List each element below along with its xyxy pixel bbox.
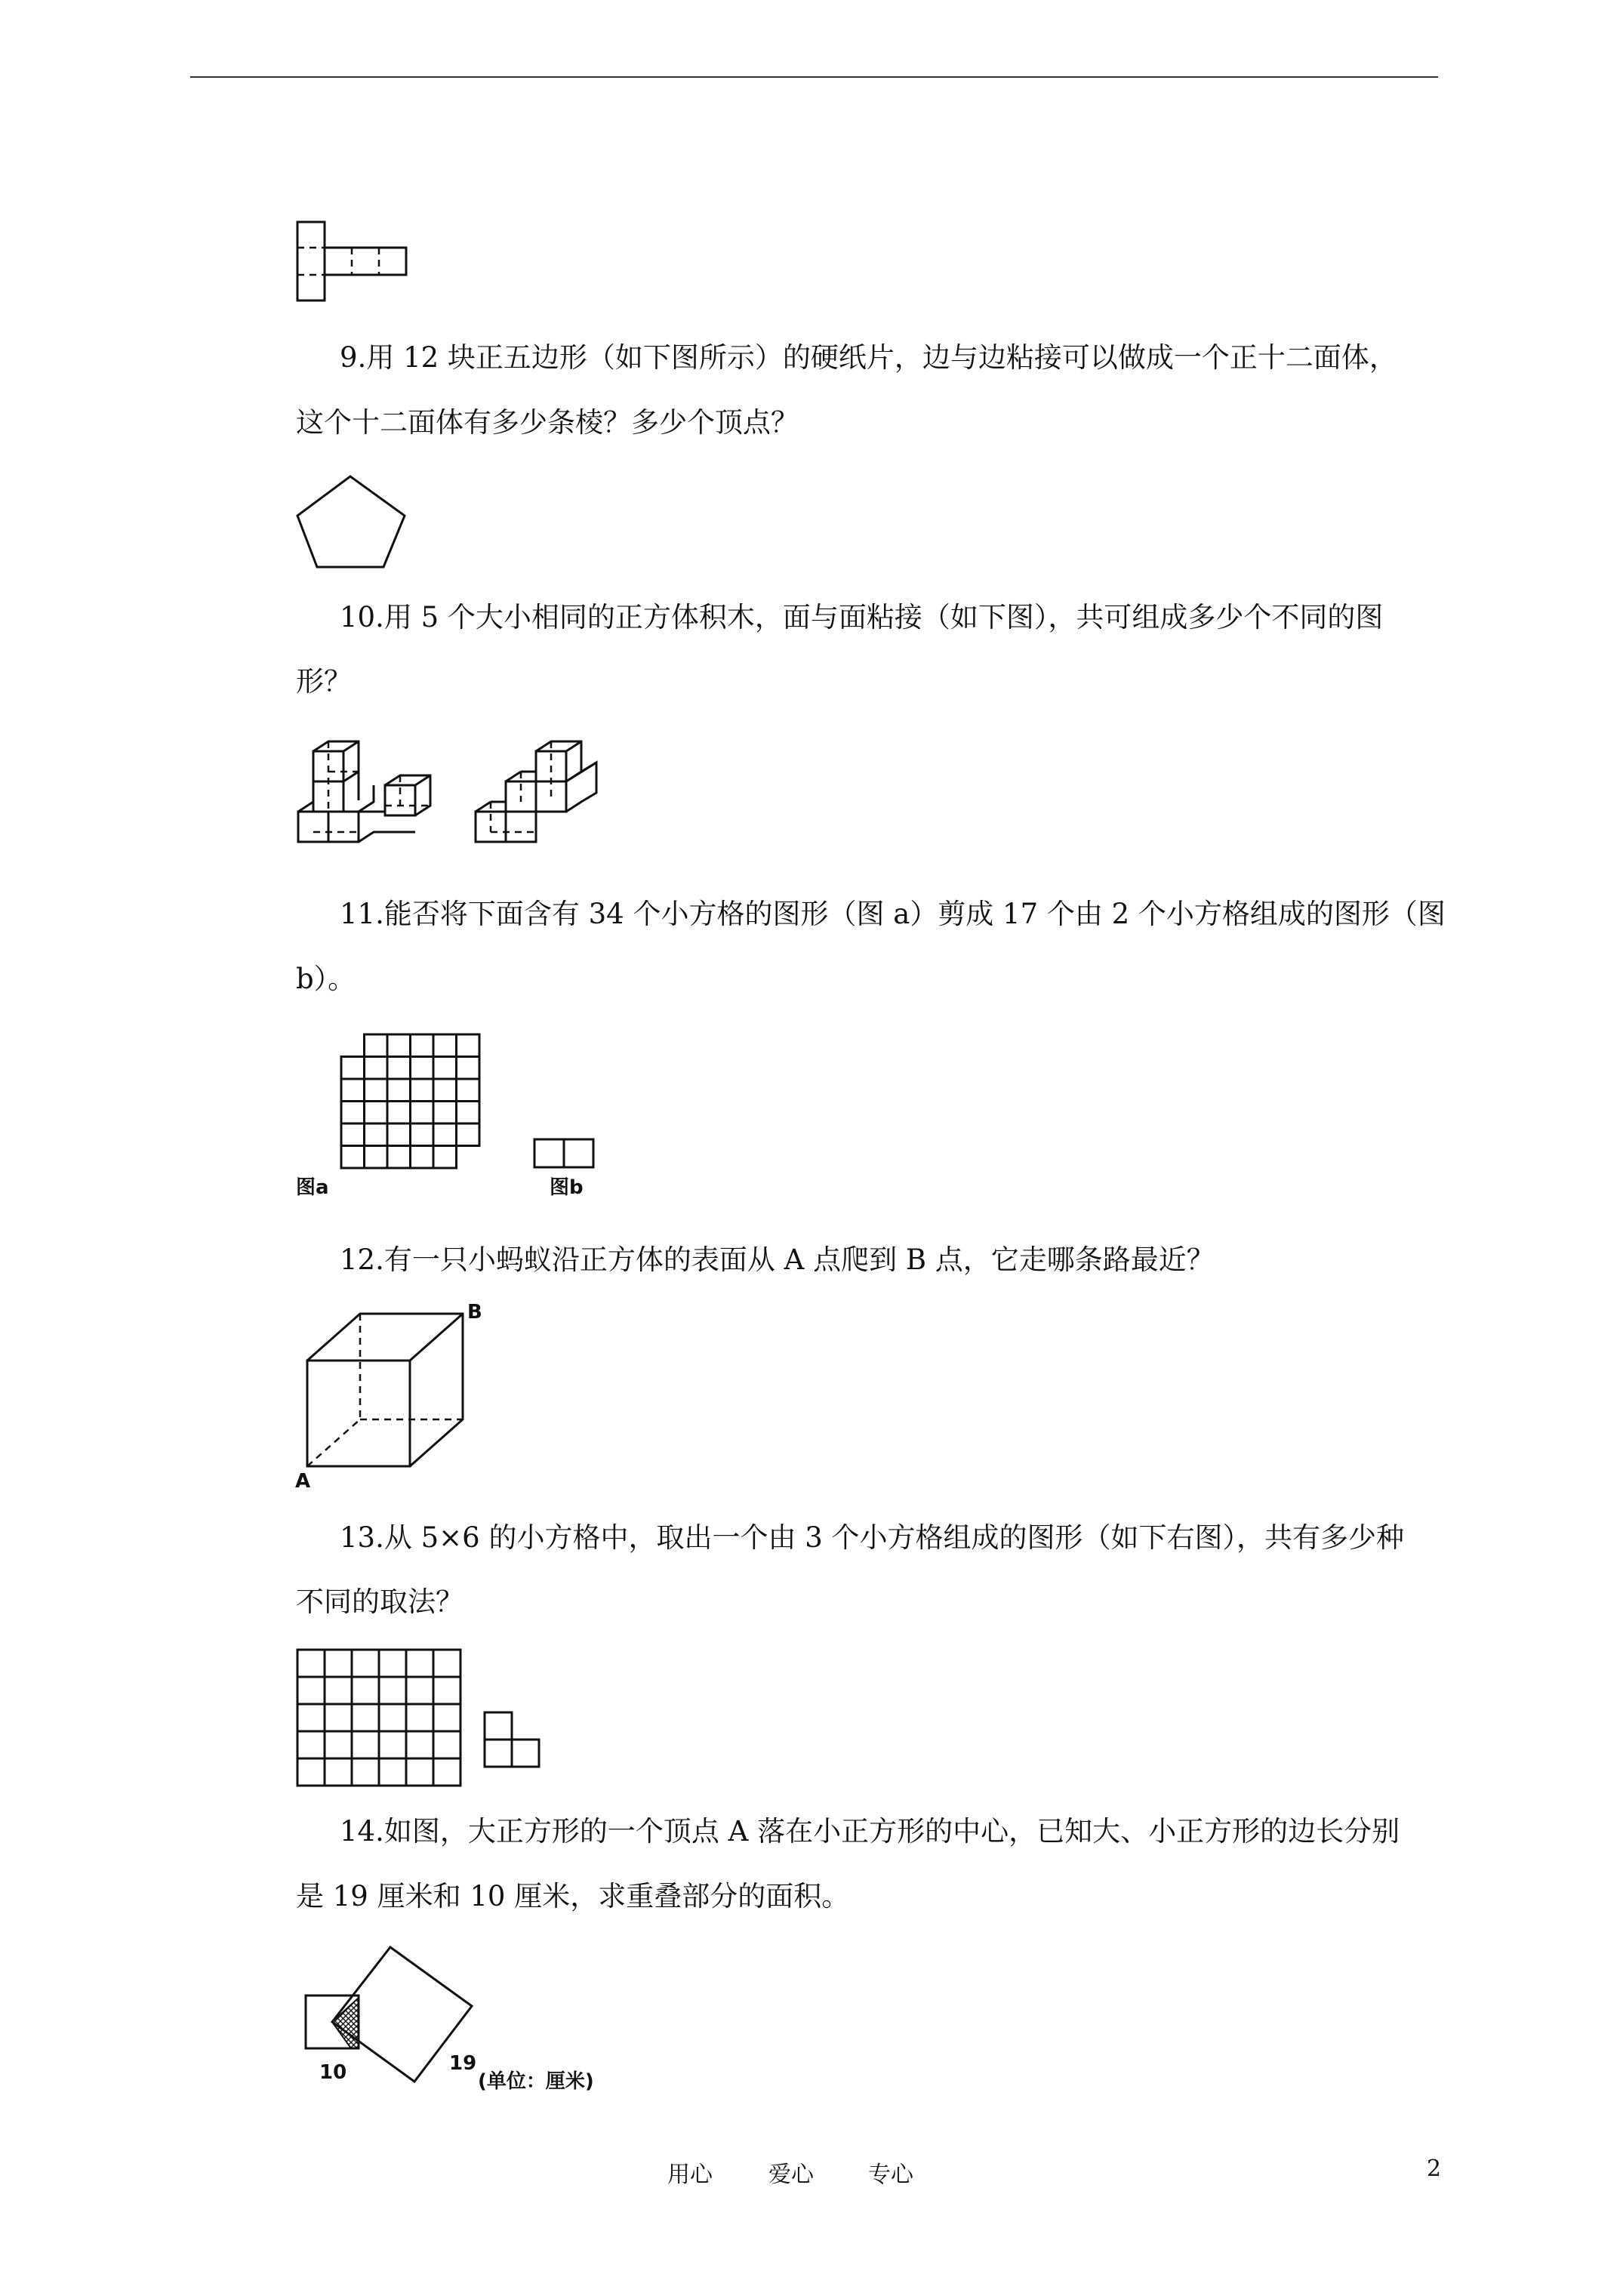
grid-cell bbox=[433, 1057, 457, 1080]
grid-cell bbox=[387, 1146, 411, 1169]
large-side-label: 19 bbox=[449, 2052, 477, 2075]
grid-cell bbox=[379, 1704, 406, 1731]
grid-cell bbox=[297, 1758, 325, 1786]
footer-middle: 爱心 bbox=[768, 2162, 814, 2188]
grid-cell bbox=[433, 1650, 460, 1677]
problem-9-line2: 这个十二面体有多少条棱？多少个顶点？ bbox=[296, 406, 799, 439]
grid-cell bbox=[411, 1079, 434, 1102]
grid-cell bbox=[411, 1146, 434, 1169]
grid-cell bbox=[379, 1677, 406, 1704]
grid-cell bbox=[433, 1123, 457, 1146]
page-number: 2 bbox=[1427, 2156, 1442, 2182]
grid-cell bbox=[379, 1731, 406, 1758]
grid-cell bbox=[325, 1704, 352, 1731]
unit-label: (单位：厘米) bbox=[478, 2070, 594, 2093]
grid-cell bbox=[457, 1123, 480, 1146]
grid-cell bbox=[352, 1731, 379, 1758]
grid-cell bbox=[433, 1704, 460, 1731]
grid-cell bbox=[297, 1731, 325, 1758]
grid-cell bbox=[387, 1057, 411, 1080]
grid-cell bbox=[297, 1677, 325, 1704]
pentagon-figure bbox=[296, 474, 409, 572]
problem-9-line1: 9.用 12 块正五边形（如下图所示）的硬纸片，边与边粘接可以做成一个正十二面体， bbox=[340, 341, 1397, 374]
grid-cell bbox=[325, 1731, 352, 1758]
problem-11-line1: 11.能否将下面含有 34 个小方格的图形（图 a）剪成 17 个由 2 个小方格组成的图形（图 bbox=[340, 898, 1446, 930]
small-side-label: 10 bbox=[319, 2061, 347, 2084]
footer-right: 专心 bbox=[868, 2162, 913, 2188]
grid-cell bbox=[387, 1034, 411, 1057]
grid-cell bbox=[352, 1758, 379, 1786]
grid-cell bbox=[387, 1102, 411, 1124]
grid-cell bbox=[387, 1123, 411, 1146]
grid-figure-a bbox=[294, 1033, 611, 1199]
grid-cell bbox=[433, 1731, 460, 1758]
grid-cell bbox=[406, 1650, 433, 1677]
cube-figure bbox=[291, 1300, 494, 1493]
problem-10-line2: 形？ bbox=[296, 665, 352, 698]
grid-cell bbox=[457, 1079, 480, 1102]
grid-cell bbox=[406, 1731, 433, 1758]
grid-cell bbox=[352, 1677, 379, 1704]
grid-cell bbox=[325, 1677, 352, 1704]
grid-cell bbox=[406, 1758, 433, 1786]
grid-cell bbox=[379, 1758, 406, 1786]
grid-cell bbox=[352, 1650, 379, 1677]
problem-14-line1: 14.如图，大正方形的一个顶点 A 落在小正方形的中心，已知大、小正方形的边长分别 bbox=[340, 1815, 1400, 1848]
problem-11-line2: b）。 bbox=[296, 963, 356, 995]
grid-cell bbox=[433, 1079, 457, 1102]
grid-cell bbox=[325, 1758, 352, 1786]
figure-a-label: 图a bbox=[296, 1176, 329, 1199]
grid-cell bbox=[411, 1057, 434, 1080]
problem-12-line1: 12.有一只小蚂蚁沿正方体的表面从 A 点爬到 B 点，它走哪条路最近？ bbox=[340, 1244, 1215, 1276]
grid-cell bbox=[297, 1704, 325, 1731]
grid-cell bbox=[325, 1650, 352, 1677]
grid-cell bbox=[365, 1057, 388, 1080]
overlapping-squares-figure bbox=[298, 1937, 645, 2095]
grid-cell bbox=[365, 1123, 388, 1146]
grid-cell bbox=[379, 1650, 406, 1677]
grid-cell bbox=[411, 1102, 434, 1124]
grid-cell bbox=[411, 1034, 434, 1057]
grid-cell bbox=[433, 1034, 457, 1057]
grid-cell bbox=[365, 1102, 388, 1124]
grid-cell bbox=[387, 1079, 411, 1102]
grid-cell bbox=[297, 1650, 325, 1677]
grid-cell bbox=[365, 1034, 388, 1057]
grid-cell bbox=[433, 1146, 457, 1169]
grid-cell bbox=[365, 1079, 388, 1102]
problem-14-line2: 是 19 厘米和 10 厘米，求重叠部分的面积。 bbox=[296, 1880, 850, 1912]
grid-cell bbox=[457, 1057, 480, 1080]
grid-cell bbox=[406, 1677, 433, 1704]
grid-cell bbox=[433, 1758, 460, 1786]
figure-b-label: 图b bbox=[550, 1176, 584, 1199]
grid-cell bbox=[341, 1057, 365, 1080]
grid-cell bbox=[365, 1146, 388, 1169]
point-b-label: B bbox=[467, 1301, 482, 1324]
grid-cell bbox=[341, 1102, 365, 1124]
grid-cell bbox=[352, 1704, 379, 1731]
footer-left: 用心 bbox=[667, 2162, 713, 2188]
grid-cell bbox=[406, 1704, 433, 1731]
grid-cell bbox=[457, 1034, 480, 1057]
problem-13-line1: 13.从 5×6 的小方格中，取出一个由 3 个小方格组成的图形（如下右图），共有多少种 bbox=[340, 1521, 1405, 1554]
grid-cell bbox=[433, 1102, 457, 1124]
problem-10-line1: 10.用 5 个大小相同的正方体积木，面与面粘接（如下图），共可组成多少个不同的图 bbox=[340, 601, 1384, 633]
cube-stack-figures bbox=[291, 740, 668, 861]
grid-cell bbox=[341, 1123, 365, 1146]
point-a-label: A bbox=[295, 1470, 311, 1493]
grid-5x6-figure bbox=[296, 1648, 553, 1788]
header-rule bbox=[190, 76, 1438, 78]
grid-cell bbox=[341, 1079, 365, 1102]
grid-cell bbox=[433, 1677, 460, 1704]
grid-cell bbox=[341, 1146, 365, 1169]
grid-cell bbox=[457, 1102, 480, 1124]
cube-net-figure bbox=[296, 220, 409, 304]
grid-cell bbox=[411, 1123, 434, 1146]
problem-13-line2: 不同的取法？ bbox=[296, 1586, 463, 1618]
